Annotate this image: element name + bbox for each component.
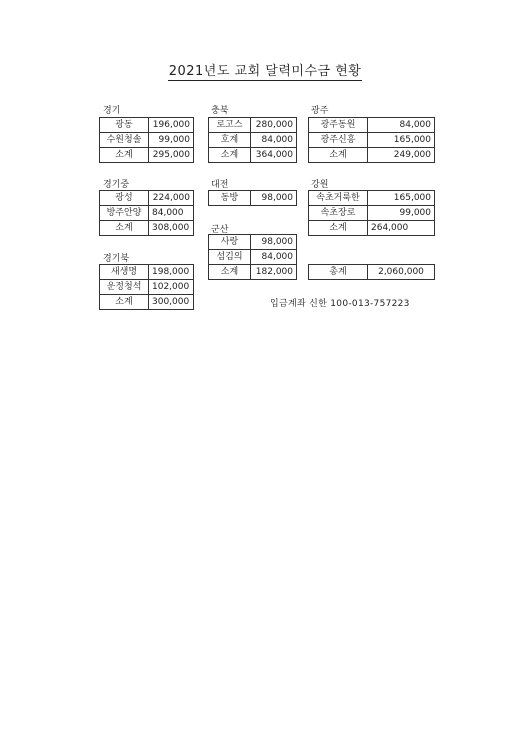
subtotal-label: 소계 [100,295,149,310]
subtotal-amount: 364,000 [251,148,297,163]
table-row [100,280,194,295]
table-row [309,191,435,206]
amount: 224,000 [149,191,194,206]
table-gyeonggi-north [99,264,194,310]
table-gangwon [308,190,435,236]
amount: 99,000 [149,133,194,148]
church-name: 동방 [209,191,251,206]
amount: 196,000 [149,118,194,133]
amount: 165,000 [368,191,435,206]
table-total [308,264,435,280]
amount: 198,000 [149,265,194,280]
church-name: 로고스 [209,118,251,133]
group-label-gyeonggi-north: 경기북 [103,254,130,264]
group-label-gyeonggi-central: 경기중 [103,180,130,190]
subtotal-label: 소계 [209,265,251,280]
table-gyeonggi [99,117,194,163]
table-row [309,118,435,133]
group-label-gunsan: 군산 [211,225,229,235]
group-label-gwangju: 광주 [311,106,329,116]
table-row [209,133,297,148]
church-name: 방주안양 [100,206,149,221]
subtotal-label: 소계 [100,221,149,236]
church-name: 속초거룩한 [309,191,368,206]
amount: 84,000 [368,118,435,133]
church-name: 수원청솔 [100,133,149,148]
subtotal-label: 소계 [309,148,368,163]
subtotal-amount: 300,000 [149,295,194,310]
subtotal-row [100,221,194,236]
table-row [100,133,194,148]
group-label-daejeon: 대전 [211,180,229,190]
table-row [100,206,194,221]
subtotal-row [209,148,297,163]
subtotal-row [309,148,435,163]
subtotal-amount: 295,000 [149,148,194,163]
group-label-gangwon: 강원 [311,180,329,190]
table-row [209,191,297,206]
amount: 98,000 [251,191,297,206]
amount: 84,000 [149,206,194,221]
amount: 84,000 [251,250,297,265]
total-label: 총계 [309,265,368,280]
church-name: 광주동원 [309,118,368,133]
subtotal-amount: 308,000 [149,221,194,236]
group-label-gyeonggi: 경기 [103,106,121,116]
subtotal-label: 소계 [209,148,251,163]
table-row [309,206,435,221]
amount: 165,000 [368,133,435,148]
subtotal-row [100,148,194,163]
subtotal-row [209,265,297,280]
amount: 98,000 [251,235,297,250]
subtotal-label: 소계 [309,221,368,236]
subtotal-row [309,221,435,236]
church-name: 광주신흥 [309,133,368,148]
table-row [100,191,194,206]
table-daejeon [208,190,297,206]
church-name: 사랑 [209,235,251,250]
page-title: 2021년도 교회 달력미수금 현황 [168,64,362,79]
church-name: 섬김의 [209,250,251,265]
subtotal-label: 소계 [100,148,149,163]
amount: 84,000 [251,133,297,148]
church-name: 운정청석 [100,280,149,295]
amount: 99,000 [368,206,435,221]
table-row [209,118,297,133]
group-label-chungbuk: 충북 [211,106,229,116]
subtotal-amount: 264,000 [368,221,435,236]
table-row [309,133,435,148]
table-row [209,235,297,250]
church-name: 광동 [100,118,149,133]
total-amount: 2,060,000 [368,265,435,280]
amount: 102,000 [149,280,194,295]
table-row [100,265,194,280]
subtotal-row [100,295,194,310]
table-chungbuk [208,117,297,163]
amount: 280,000 [251,118,297,133]
table-row [209,250,297,265]
church-name: 새생명 [100,265,149,280]
subtotal-amount: 249,000 [368,148,435,163]
total-row [309,265,435,280]
deposit-account: 입금계좌 신한 100-013-757223 [270,299,410,309]
table-gwangju [308,117,435,163]
church-name: 속초장로 [309,206,368,221]
table-row [100,118,194,133]
table-gunsan [208,234,297,280]
church-name: 광성 [100,191,149,206]
table-gyeonggi-central [99,190,194,236]
church-name: 호계 [209,133,251,148]
subtotal-amount: 182,000 [251,265,297,280]
